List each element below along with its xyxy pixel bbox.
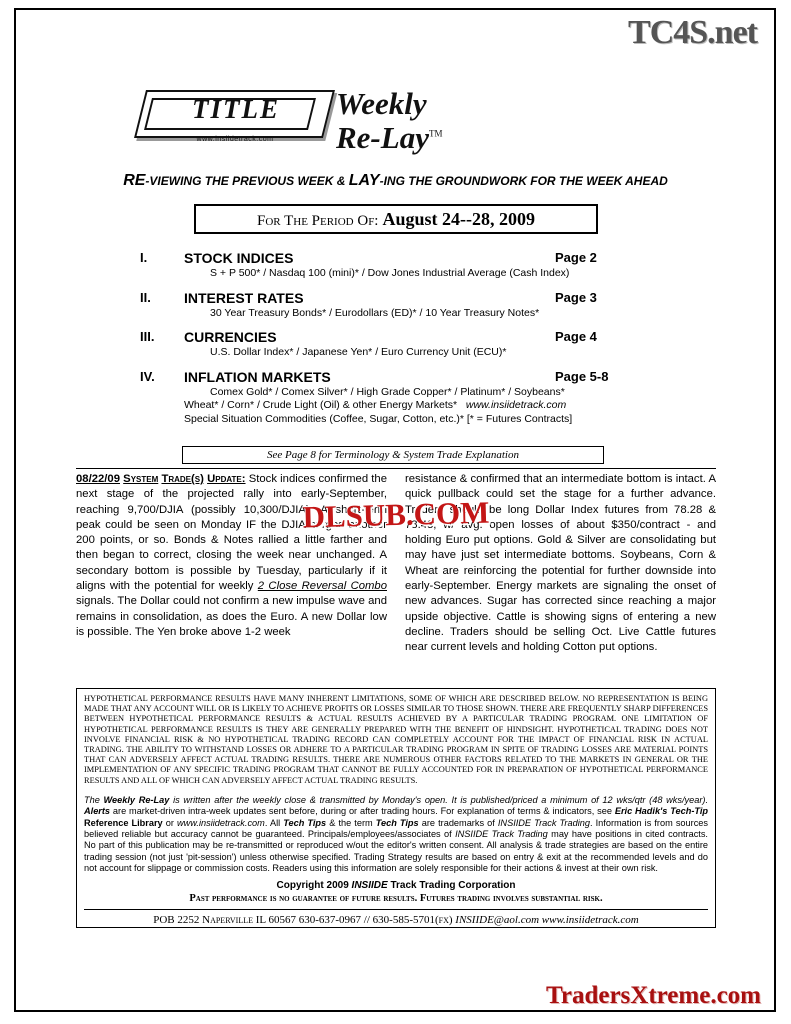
notes-text-l: & the term <box>326 817 376 828</box>
copyright-insiide: INSIIDE <box>351 879 388 891</box>
notes-text-j: . All <box>264 817 284 828</box>
notes-insiide-track-trading-1: INSIIDE Track Trading <box>497 817 590 828</box>
period-box <box>194 204 598 234</box>
tagline-rest1: -VIEWING THE PREVIOUS WEEK & <box>145 174 349 188</box>
address-pob: POB 2252 <box>153 913 203 926</box>
toc-title: INFLATION MARKETS <box>184 368 331 385</box>
toc-title: CURRENCIES <box>184 329 277 345</box>
notes-text-a: The <box>84 794 104 805</box>
toc-title: STOCK INDICES <box>184 250 294 266</box>
masthead-title-relay <box>336 120 442 156</box>
notes-text-p: . Information is from sources believed reliable but accuracy cannot be guaranteed. Principals/employees/associates of <box>84 817 708 840</box>
toc-sub-line1: Comex Gold* / Comex Silver* / High Grade Copper* / Platinum* / Soybeans* <box>210 385 565 398</box>
notes-tech-tips-1: Tech Tips <box>283 817 327 828</box>
notes-reference-library: Reference Library <box>84 817 163 828</box>
masthead-title-weekly: Weekly <box>336 86 427 121</box>
tagline-rest2: -ING THE GROUNDWORK FOR THE WEEK AHEAD <box>379 174 668 188</box>
body-left-text2: signals. The Dollar could not confirm a new impulse wave and remains in consolidation, as does the Euro. A new Dollar low is possible. The Yen broke above 1-2 week <box>76 595 387 638</box>
notes-tech-tips-2: Tech Tips <box>375 817 419 828</box>
address-email[interactable]: INSIIDE@aol.com <box>455 913 540 926</box>
period-label: For The Period Of: <box>256 213 379 229</box>
tagline <box>0 172 791 190</box>
address-phone: 630-637-0967 // 630-585-5701(fx) <box>295 913 456 926</box>
address-city: Naperville IL 60567 <box>202 913 296 926</box>
lead-trades: Trade(s) <box>161 473 204 485</box>
toc-page: Page 2 <box>555 250 597 265</box>
insiide-track-logo <box>140 90 325 150</box>
notes-text-e: are market-driven intra-week updates sent before, during or after trading hours. For explanation of terms & indicators, see <box>110 806 615 817</box>
lead-update: Update: <box>207 473 246 485</box>
watermark-top-right: TC4S.net <box>628 14 757 51</box>
toc-page: Page 3 <box>555 289 597 305</box>
copyright-line <box>84 880 708 891</box>
toc-website-link[interactable]: www.insiidetrack.com <box>465 399 567 411</box>
toc-num: I. <box>140 250 148 265</box>
tagline-lay: LAY <box>348 172 380 189</box>
trademark-mark: TM <box>428 128 443 139</box>
notes-text-h: or <box>162 817 177 828</box>
toc-sub-line2 <box>184 399 660 413</box>
masthead-relay-text: Re-Lay <box>336 120 429 155</box>
toc-page: Page 5-8 <box>555 368 609 384</box>
body-right-text: resistance & confirmed that an intermediate bottom is intact. A quick pullback could set the stage for a further advance. Traders should be long Dollar Index futures from 78.28 & 78.43, w/ avg. open losses of about $350/contract - and holding Euro put options. Gold & Silver are consolidating but may have just set intermediate bottoms. Soybeans, Corn & Wheat are reinforcing the potential for further downside into early-September. Energy markets are signaling the onset of new advances. Sugar has corrected since reaching a major upside objective. Cattle is showing signs of entering a new decline. Traders should be selling Oct. Live Cattle futures near current levels and holding Cotton put options. <box>405 473 716 654</box>
toc-page: Page 4 <box>555 329 597 344</box>
disclaimer-box <box>76 688 716 928</box>
copyright-text-a: Copyright 2009 <box>276 879 352 891</box>
toc-num: IV. <box>140 368 155 384</box>
body-left-italic: 2 Close Reversal Combo <box>257 580 387 593</box>
toc-section-interest-rates <box>140 290 660 321</box>
table-of-contents <box>140 250 660 435</box>
toc-section-currencies <box>140 329 660 360</box>
notes-tech-tip: Eric Hadik's Tech-Tip <box>614 806 708 817</box>
publication-notes <box>84 795 708 875</box>
notes-text-r: may have positions in cited contracts. No part of this publication may be re-transmitted or reproduced w/out the editor's written consent. All analysis & trade strategies are based on the entire trading session (not just 'pit-session') unless otherwise specified. Trading Strategy results are based on entry & exit at the recommended levels and do not account for slippage or commission costs. Readers using this information are solely responsible for their actions & invest at their own risk. <box>84 829 708 874</box>
notes-weekly-relay: Weekly Re-Lay <box>103 794 170 805</box>
lead-system: System <box>123 473 159 485</box>
terminology-note: See Page 8 for Terminology & System Trade Explanation <box>182 446 604 464</box>
period-value: August 24--28, 2009 <box>382 209 535 229</box>
notes-text-c: is written after the weekly close & transmitted by Monday's open. It is published/priced a minimum of 12 wks/qtr (48 wks/year). <box>169 794 708 805</box>
past-performance-warning: Past performance is no guarantee of future results. Futures trading involves substantial risk. <box>189 892 603 904</box>
tagline-re: RE <box>123 172 146 189</box>
watermark-center: DLSUB.COM <box>301 494 490 535</box>
toc-section-inflation-markets <box>140 369 660 427</box>
masthead <box>140 86 510 160</box>
lead-date: 08/22/09 <box>76 473 120 485</box>
toc-sub-line3: Special Situation Commodities (Coffee, Sugar, Cotton, etc.)* [* = Futures Contracts] <box>184 412 573 425</box>
address-rule <box>84 909 708 910</box>
logo-text: TITLE <box>192 94 280 124</box>
toc-sub: 30 Year Treasury Bonds* / Eurodollars (ED)* / 10 Year Treasury Notes* <box>210 306 540 319</box>
notes-text-n: are trademarks of <box>418 817 498 828</box>
copyright-text-c: Track Trading Corporation <box>387 879 516 891</box>
notes-website[interactable]: www.insiidetrack.com <box>177 817 265 828</box>
toc-sub-line2-markets: Wheat* / Corn* / Crude Light (Oil) & other Energy Markets* <box>184 399 458 411</box>
logo-url: www.insiidetrack.com <box>196 136 274 143</box>
body-top-rule <box>76 468 716 469</box>
watermark-bottom-right: TradersXtreme.com <box>546 982 761 1009</box>
address-line <box>84 914 708 926</box>
toc-sub: U.S. Dollar Index* / Japanese Yen* / Euro Currency Unit (ECU)* <box>210 346 507 358</box>
toc-section-stock-indices <box>140 250 660 281</box>
toc-title: INTEREST RATES <box>184 289 304 306</box>
toc-num: II. <box>140 289 151 305</box>
hypothetical-performance-disclaimer: HYPOTHETICAL PERFORMANCE RESULTS HAVE MANY INHERENT LIMITATIONS, SOME OF WHICH ARE DESCRIBED BELOW. NO REPRESENTATION IS BEING MADE THAT ANY ACCOUNT WILL OR IS LIKELY TO ACHIEVE PROFITS OR LOSSES SIMILAR TO THOSE SHOWN. THERE ARE FREQUENTLY SHARP DIFFERENCES BETWEEN HYPOTHETICAL PERFORMANCE RESULTS & ACTUAL RESULTS ACHIEVED BY A PARTICULAR TRADING PROGRAM. ONE LIMITATION OF HYPOTHETICAL PERFORMANCE RESULTS IS THEY ARE GENERALLY PREPARED WITH THE BENEFIT OF HINDSIGHT. HYPOTHETICAL TRADING DOES NOT INVOLVE FINANCIAL RISK & NO HYPOTHETICAL TRADING RECORD CAN COMPLETELY ACCOUNT FOR THE IMPACT OF FINANCIAL RISK IN ACTUAL TRADING. THE ABILITY TO WITHSTAND LOSSES OR ADHERE TO A PARTICULAR TRADING PROGRAM IN SPITE OF TRADING LOSSES ARE MATERIAL POINTS THAT CAN ADVERSELY AFFECT ACTUAL TRADING RESULTS. THERE ARE NUMEROUS OTHER FACTORS RELATED TO THE MARKETS IN GENERAL OR THE IMPLEMENTATION OF ANY SPECIFIC TRADING PROGRAM THAT CANNOT BE FULLY ACCOUNTED FOR IN PREPARATION OF HYPOTHETICAL PERFORMANCE RESULTS AND ALL OF WHICH CAN ADVERSELY AFFECT ACTUAL TRADING RESULTS. <box>84 694 708 785</box>
toc-sub: S + P 500* / Nasdaq 100 (mini)* / Dow Jones Industrial Average (Cash Index) <box>210 267 570 279</box>
address-website[interactable]: www.insiidetrack.com <box>541 913 639 926</box>
body-left-text: Stock indices confirmed the next stage of the projected rally into early-September, reaching 9,700/DJIA (possibly 10,300/DJIA). A short-term peak could be seen on Monday IF the DJIA surges another 200 points, or so. Bonds & Notes rallied a little farther and then began to correct, closing the week near unchanged. A secondary bottom is possible by Tuesday, particularly if it aligns with the potential for weekly <box>76 473 387 593</box>
notes-alerts: Alerts <box>84 806 111 817</box>
notes-insiide-track-trading-2: INSIIDE Track Trading <box>455 829 548 840</box>
toc-num: III. <box>140 329 155 344</box>
